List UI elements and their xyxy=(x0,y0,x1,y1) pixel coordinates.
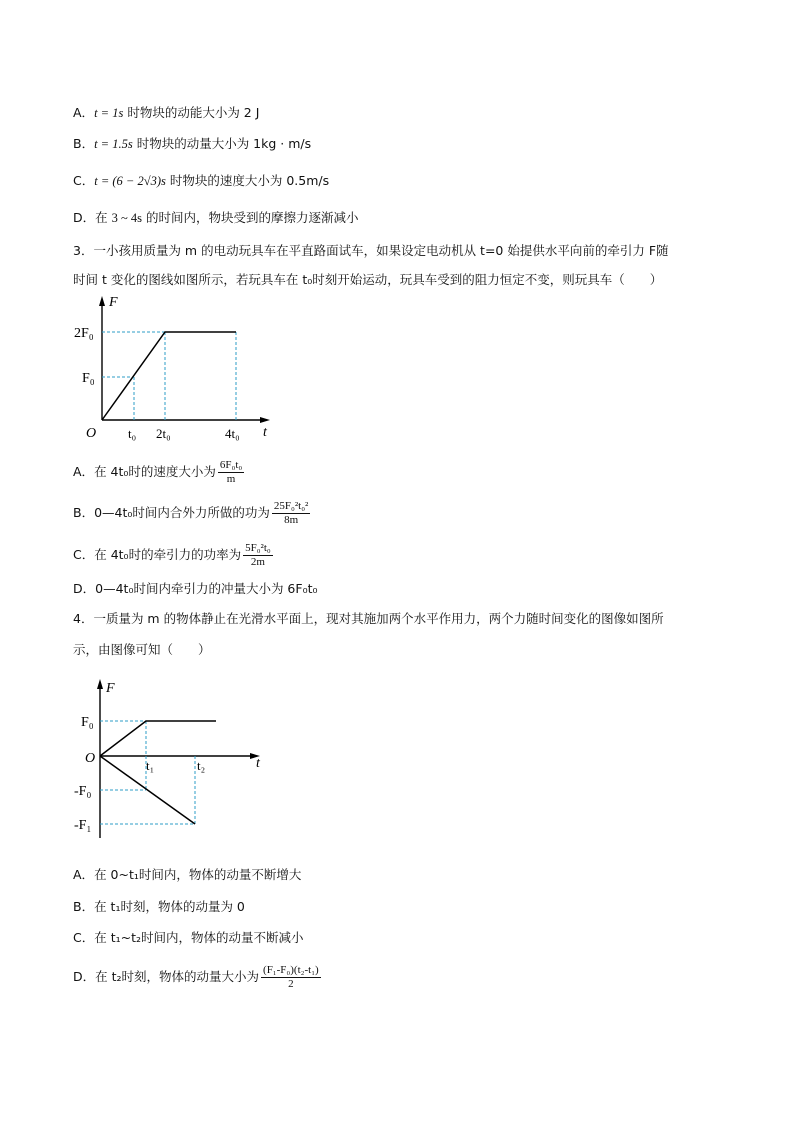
q2-option-c: C．t = (6 − 2√3)s 时物块的速度大小为 0.5m/s xyxy=(73,173,330,188)
q4-option-b: B．在 t₁时刻，物体的动量为 0 xyxy=(73,899,245,914)
q3-force-curve xyxy=(102,332,236,420)
q4-y-label: F xyxy=(106,681,115,696)
q4-xtick-t2: t₂ xyxy=(197,758,206,773)
q4-x-label: t xyxy=(256,756,260,771)
q3-x-arrow xyxy=(260,417,270,423)
q3-xtick-t0: t₀ xyxy=(128,426,137,441)
q4-stem-line1: 4．一质量为 m 的物体静止在光滑水平面上，现对其施加两个水平作用力，两个力随时间变化的图像如图所 xyxy=(73,611,664,626)
q3-option-a-fraction: $\frac{\text{6F₀t₀}}{m}$ xyxy=(219,459,243,485)
q4-ytick-f0: F₀ xyxy=(81,715,94,730)
q3-force-time-graph xyxy=(70,292,290,447)
q4-stem-line2: 示，由图像可知（ ） xyxy=(73,642,211,657)
q4-ytick-neg-f0: -F₀ xyxy=(74,784,92,799)
q3-option-a: A．在 4t₀时的速度大小为 $\frac{\text{6F₀t₀}}{m}$ xyxy=(73,459,243,485)
q3-xtick-4t0: 4t₀ xyxy=(225,426,240,441)
q4-option-a: A．在 0~t₁时间内，物体的动量不断增大 xyxy=(73,867,302,882)
q2-option-b: B．t = 1.5s 时物块的动量大小为 1kg · m/s xyxy=(73,136,312,151)
q3-origin: O xyxy=(86,426,97,441)
q3-option-d: D．0—4t₀时间内牵引力的冲量大小为 6F₀t₀ xyxy=(73,581,318,596)
q4-option-c: C．在 t₁~t₂时间内，物体的动量不断减小 xyxy=(73,930,304,945)
q4-option-d-fraction: $\frac{\text{(F₁-F₀)(t₂-t₁)}}{2}$ xyxy=(263,964,319,990)
q3-ytick-f0: F₀ xyxy=(82,371,95,386)
q4-origin: O xyxy=(85,751,96,766)
q3-option-b: B．0—4t₀时间内合外力所做的功为 $\frac{\text{25F₀²t₀²}}{8m}$ xyxy=(73,500,309,526)
q4-force-curve-positive xyxy=(100,721,216,756)
q4-ytick-neg-f1: -F₁ xyxy=(74,818,92,833)
q4-force-time-graph xyxy=(70,672,290,847)
q3-stem-line1: 3．一小孩用质量为 m 的电动玩具车在平直路面试车，如果设定电动机从 t=0 始提供水平向前的牵引力 F随 xyxy=(73,243,669,258)
q3-x-label: t xyxy=(263,425,267,440)
q3-y-arrow xyxy=(99,296,105,306)
q3-stem-line2: 时间 t 变化的图线如图所示，若玩具车在 t₀时刻开始运动，玩具车受到的阻力恒定不变，则玩具车（ ） xyxy=(73,272,663,287)
q4-xtick-t1: t₁ xyxy=(146,758,155,773)
q2-option-a: A．t = 1s 时物块的动能大小为 2 J xyxy=(73,105,260,120)
q4-y-arrow xyxy=(97,679,103,689)
q3-option-c-fraction: $\frac{\text{5F₀²t₀}}{2m}$ xyxy=(245,542,271,568)
q3-ytick-2f0: 2F₀ xyxy=(74,326,94,341)
q2-option-d: D．在 3 ~ 4s 的时间内，物块受到的摩擦力逐渐减小 xyxy=(73,210,359,225)
q3-y-label: F xyxy=(109,295,118,310)
q4-option-d: D．在 t₂时刻，物体的动量大小为 $\frac{\text{(F₁-F₀)(t₂-t₁)}}{2}$ xyxy=(73,964,319,990)
q3-option-c: C．在 4t₀时的牵引力的功率为 $\frac{\text{5F₀²t₀}}{2m}$ xyxy=(73,542,271,568)
q3-option-b-fraction: $\frac{\text{25F₀²t₀²}}{8m}$ xyxy=(273,500,309,526)
q3-xtick-2t0: 2t₀ xyxy=(156,426,171,441)
